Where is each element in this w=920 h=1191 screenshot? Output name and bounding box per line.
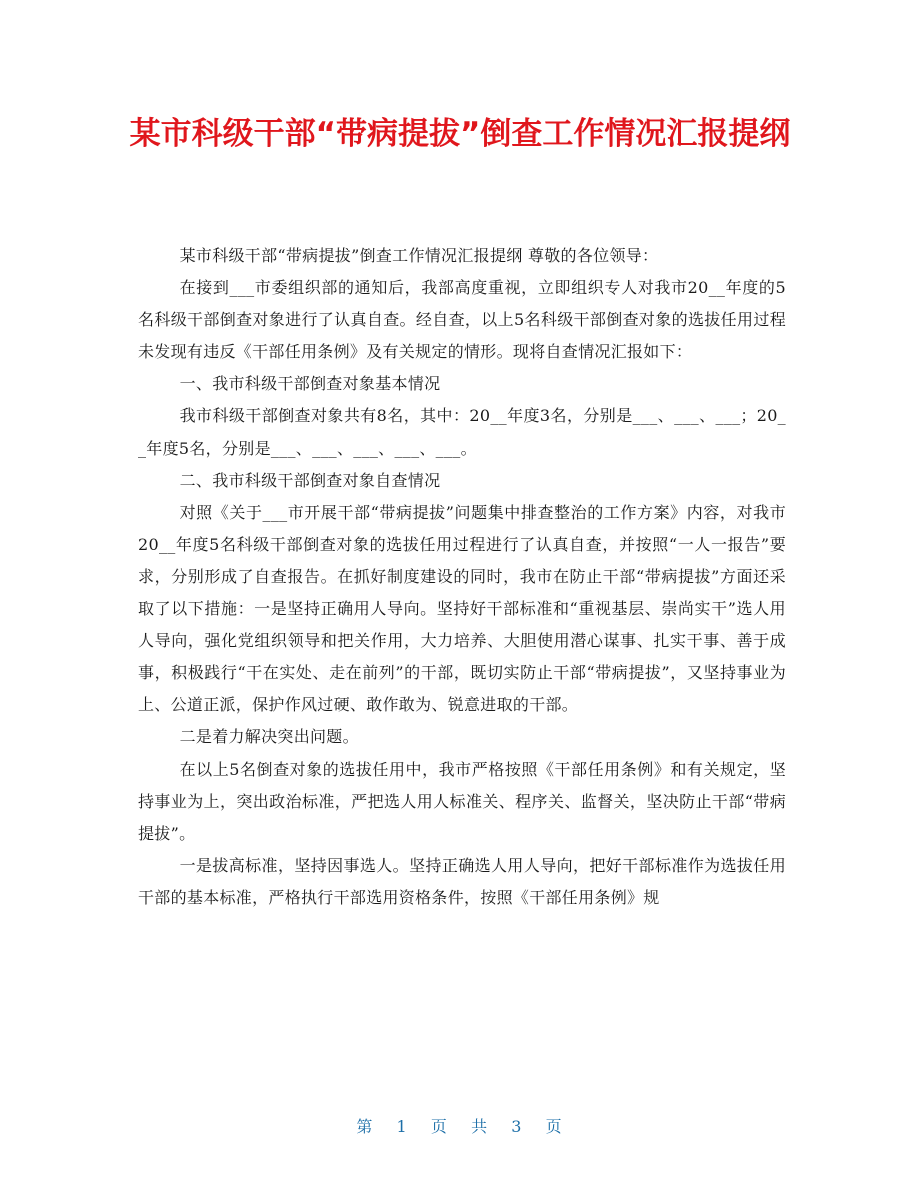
footer-label-unit: 页 [430,1117,449,1136]
footer-total-pages: 3 [511,1117,524,1136]
footer-label-total: 共 [471,1117,490,1136]
footer-label-unit2: 页 [545,1117,564,1136]
paragraph-self-check: 对照《关于___市开展干部“带病提拔”问题集中排查整治的工作方案》内容，对我市20__年度5名科级干部倒查对象的选拔任用过程进行了认真自查，并按照“一人一报告”要求，分别形成了自查报告。在抓好制度建设的同时，我市在防止干部“带病提拔”方面还采取了以下措施：一是坚持正确用人导向。坚持好干部标准和“重视基层、崇尚实干”选人用人导向，强化党组织领导和把关作用，大力培养、大胆使用潜心谋事、扎实干事、善于成事，积极践行“干在实处、走在前列”的干部，既切实防止干部“带病提拔”，又坚持事业为上、公道正派，保护作风过硬、敢作敢为、锐意进取的干部。 [138,502,786,715]
footer-current-page: 1 [396,1117,409,1136]
document-title: 某市科级干部“带病提拔”倒查工作情况汇报提纲 [129,116,791,152]
paragraph-point-2: 二是着力解决突出问题。 [179,727,359,747]
paragraph-basic-info: 我市科级干部倒查对象共有8名，其中：20__年度3名，分别是___、___、___；20__年度5名，分别是___、___、___、___、___。 [138,406,786,458]
section-heading-2: 二、我市科级干部倒查对象自查情况 [179,470,441,490]
paragraph-standard: 一是拔高标准，坚持因事选人。坚持正确选人用人导向，把好干部标准作为选拔任用干部的基本标准，严格执行干部选用资格条件，按照《干部任用条例》规 [138,855,786,907]
page-number-footer [0,1114,920,1137]
section-heading-1: 一、我市科级干部倒查对象基本情况 [179,374,441,394]
paragraph-greeting: 某市科级干部“带病提拔”倒查工作情况汇报提纲 尊敬的各位领导： [179,246,659,265]
paragraph-intro: 在接到___市委组织部的通知后，我部高度重视，立即组织专人对我市20__年度的5名科级干部倒查对象进行了认真自查。经自查，以上5名科级干部倒查对象的选拔任用过程未发现有违反《干部任用条例》及有关规定的情形。现将自查情况汇报如下： [138,278,786,362]
footer-label-page: 第 [356,1117,375,1136]
document-body [138,240,786,914]
paragraph-selection: 在以上5名倒查对象的选拔任用中，我市严格按照《干部任用条例》和有关规定，坚持事业为上，突出政治标准，严把选人用人标准关、程序关、监督关，坚决防止干部“带病提拔”。 [138,759,786,843]
